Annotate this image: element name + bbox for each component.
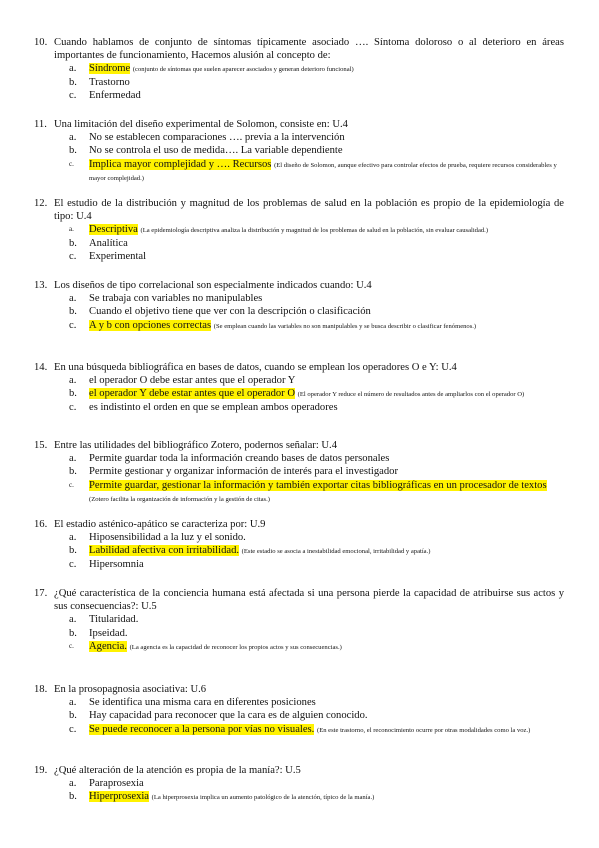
option-c [69, 89, 564, 102]
option-letter: b. [69, 388, 77, 400]
option-letter: c. [69, 250, 77, 262]
option-letter: a. [69, 453, 77, 465]
option-a [69, 131, 564, 144]
question-number: 18. [34, 684, 48, 695]
option-a [69, 374, 564, 387]
option-text: Analítica [89, 237, 128, 249]
option-c [69, 723, 564, 736]
option-c [69, 558, 564, 571]
option-letter: c. [69, 641, 74, 650]
option-letter: a. [69, 375, 77, 387]
question-text: En la prosopagnosia asociativa: U.6 [54, 684, 207, 695]
option-b [69, 144, 564, 157]
answer-note: (El operador Y reduce el número de resultados antes de ampliarlos con el operador O) [297, 391, 525, 399]
option-letter: a. [69, 778, 77, 790]
answer-note: (El diseño de Solomon, aunque efectivo para controlar efectos de prueba, requiere recursos considerables y mayor complejidad.) [89, 161, 557, 182]
option-letter: a. [69, 697, 77, 709]
option-b [69, 76, 564, 89]
question-text: Los diseños de tipo correlacional son especialmente indicados cuando: U.4 [54, 280, 372, 291]
question-number: 12. [34, 198, 48, 209]
answer-highlight: Hiperprosexia [89, 791, 150, 803]
answer-note: (En este trastorno, el reconocimiento ocurre por otras modalidades como la voz.) [317, 726, 531, 734]
question-number: 17. [34, 588, 48, 599]
option-a [69, 292, 564, 305]
option-a [69, 696, 564, 709]
question-16 [34, 518, 564, 571]
answer-note: (Se emplean cuando las variables no son manipulables y se busca describir o clasificar fenómenos.) [213, 322, 477, 330]
option-b [69, 465, 564, 478]
answer-highlight: Descriptiva [89, 224, 138, 236]
answer-note: (La hiperprosexia implica un aumento patológico de la atención, típico de la manía.) [151, 794, 375, 802]
option-b [69, 305, 564, 318]
question-text: Cuando hablamos de conjunto de síntomas típicamente asociado …. Síntoma doloroso o al deterioro en áreas importantes de funcionamiento, Hacemos alusión al concepto de: [54, 37, 564, 62]
answer-highlight: Labilidad afectiva con irritabilidad. [89, 545, 240, 557]
option-text: Cuando el objetivo tiene que ver con la descripción o clasificación [89, 306, 371, 318]
option-letter: c. [69, 89, 77, 101]
option-letter: b. [69, 466, 77, 478]
option-text: Paraprosexia [89, 778, 144, 790]
answer-highlight: Síndrome [89, 63, 131, 75]
question-18 [34, 683, 564, 736]
question-text: ¿Qué alteración de la atención es propia de la manía?: U.5 [54, 765, 301, 776]
option-letter: b. [69, 237, 77, 249]
option-letter: b. [69, 76, 77, 88]
option-b [69, 544, 564, 557]
option-a [69, 62, 564, 75]
option-text: Ipseidad. [89, 627, 128, 639]
answer-highlight: A y b con opciones correctas [89, 319, 212, 331]
option-letter: c. [69, 401, 77, 413]
question-13 [34, 279, 564, 332]
question-11 [34, 118, 564, 184]
option-letter: c. [69, 723, 77, 735]
option-c [69, 319, 564, 332]
question-number: 14. [34, 362, 48, 373]
option-letter: b. [69, 545, 77, 557]
option-text: Se identifica una misma cara en diferentes posiciones [89, 697, 316, 709]
option-text: No se establecen comparaciones …. previa a la intervención [89, 132, 345, 144]
option-text: Trastorno [89, 76, 130, 88]
option-text: Permite guardar toda la información creando bases de datos personales [89, 453, 390, 465]
option-text: es indistinto el orden en que se emplean ambos operadores [89, 401, 338, 413]
option-text: Se trabaja con variables no manipulables [89, 293, 263, 305]
option-text: Hipersomnia [89, 558, 144, 570]
option-text: Hiposensibilidad a la luz y el sonido. [89, 532, 246, 544]
option-letter: c. [69, 159, 74, 168]
answer-highlight: Implica mayor complejidad y …. Recursos [89, 158, 272, 170]
question-number: 15. [34, 440, 48, 451]
option-text: el operador O debe estar antes que el operador Y [89, 375, 296, 387]
option-letter: a. [69, 225, 74, 234]
answer-note: (La agencia es la capacidad de reconocer los propios actos y sus consecuencias.) [129, 643, 342, 651]
question-number: 10. [34, 37, 48, 48]
option-c [69, 250, 564, 263]
option-c [69, 479, 564, 505]
option-a [69, 531, 564, 544]
answer-note: (Este estadio se asocia a inestabilidad emocional, irritabilidad y apatía.) [241, 548, 431, 556]
answer-highlight: el operador Y debe estar antes que el operador O [89, 388, 295, 400]
option-b [69, 790, 564, 803]
option-a [69, 777, 564, 790]
option-letter: c. [69, 558, 77, 570]
option-c [69, 401, 564, 414]
option-text: Permite gestionar y organizar información de interés para el investigador [89, 466, 398, 478]
option-letter: c. [69, 319, 77, 331]
answer-note: (Zotero facilita la organización de información y la gestión de citas.) [89, 495, 270, 503]
question-text: Una limitación del diseño experimental de Solomon, consiste en: U.4 [54, 119, 348, 130]
question-text: En una búsqueda bibliográfica en bases de datos, cuando se emplean los operadores O e Y: U.4 [54, 362, 457, 373]
option-letter: a. [69, 132, 77, 144]
option-c [69, 158, 564, 184]
answer-highlight: Se puede reconocer a la persona por vías no visuales. [89, 723, 315, 735]
option-a [69, 452, 564, 465]
option-text: Titularidad. [89, 614, 139, 626]
option-letter: a. [69, 293, 77, 305]
option-letter: b. [69, 627, 77, 639]
option-text: No se controla el uso de medida…. La variable dependiente [89, 145, 343, 157]
question-12 [34, 197, 564, 263]
question-10 [34, 36, 564, 102]
answer-note: (conjunto de síntomas que suelen aparecer asociados y generan deterioro funcional) [132, 66, 354, 74]
question-text: El estadio asténico-apático se caracteriza por: U.9 [54, 519, 266, 530]
option-text: Enfermedad [89, 89, 141, 101]
option-text: Hay capacidad para reconocer que la cara es de alguien conocido. [89, 710, 368, 722]
question-19 [34, 764, 564, 804]
answer-highlight: Agencia. [89, 640, 127, 652]
question-text: Entre las utilidades del bibliográfico Zotero, podernos señalar: U.4 [54, 440, 338, 451]
option-a [69, 613, 564, 626]
option-b [69, 627, 564, 640]
option-a [69, 223, 564, 236]
question-number: 19. [34, 765, 48, 776]
option-text: Experimental [89, 250, 147, 262]
option-c [69, 640, 564, 653]
option-letter: b. [69, 710, 77, 722]
option-letter: a. [69, 63, 77, 75]
question-number: 11. [34, 119, 47, 130]
question-number: 16. [34, 519, 48, 530]
question-text: El estudio de la distribución y magnitud de los problemas de salud en la población es propio de la epidemiología de tipo: U.4 [54, 198, 564, 223]
option-letter: b. [69, 145, 77, 157]
question-17 [34, 587, 564, 653]
option-letter: c. [69, 480, 74, 489]
question-number: 13. [34, 280, 48, 291]
answer-note: (La epidemiología descriptiva analiza la distribución y magnitud de los problemas de salud en la población, sin evaluar causalidad.) [140, 227, 489, 235]
option-letter: b. [69, 791, 77, 803]
option-b [69, 387, 564, 400]
option-b [69, 709, 564, 722]
option-letter: a. [69, 614, 77, 626]
question-text: ¿Qué característica de la conciencia humana está afectada si una persona pierde la capacidad de atribuirse sus actos y sus consecuencias?: U.5 [54, 588, 564, 613]
answer-highlight: Permite guardar, gestionar la información y también exportar citas bibliográficas en un procesador de textos [89, 479, 547, 491]
question-15 [34, 439, 564, 505]
question-14 [34, 361, 564, 414]
option-letter: b. [69, 306, 77, 318]
option-letter: a. [69, 532, 77, 544]
option-b [69, 237, 564, 250]
